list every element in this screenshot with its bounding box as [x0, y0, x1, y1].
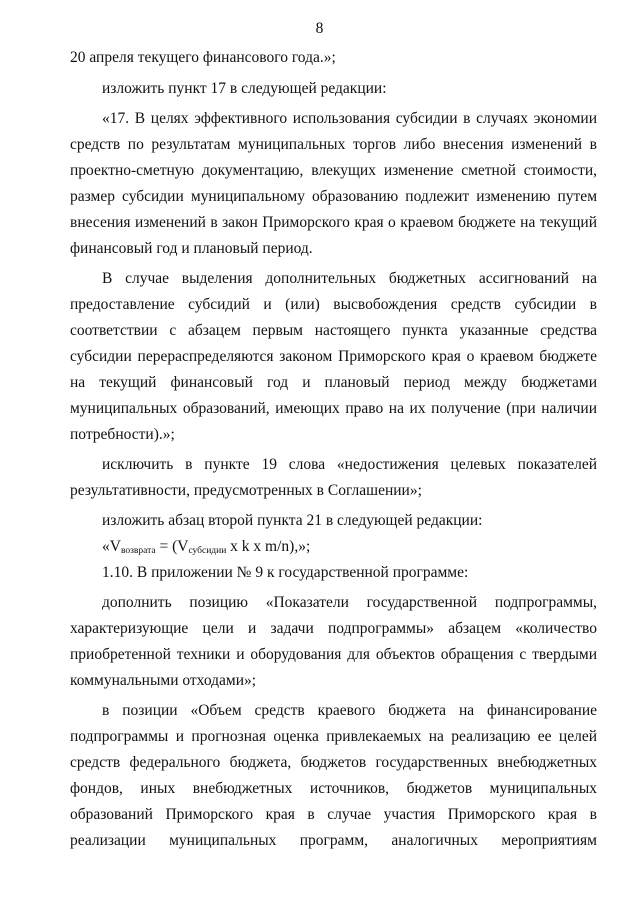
text-line: соответствии с абзацем первым настоящего пункта указанные средства: [70, 322, 597, 339]
text-line: предоставление субсидий и (или) высвобождения средств субсидии в: [70, 296, 597, 313]
text-line: коммунальными отходами»;: [70, 672, 257, 689]
text-line: подпрограммы и прогнозная оценка привлекаемых на реализацию ее целей: [70, 728, 597, 745]
text-line: финансовый год и плановый период.: [70, 240, 313, 257]
text-line: результативности, предусмотренных в Соглашении»;: [70, 482, 422, 499]
text-line: фондов, иных внебюджетных источников, бюджетов муниципальных: [70, 780, 597, 797]
text-line: «17. В целях эффективного использования субсидии в случаях экономии: [102, 110, 597, 127]
text-line: внесения изменений в закон Приморского края о краевом бюджете на текущий: [70, 214, 597, 231]
text-line: 20 апреля текущего финансового года.»;: [70, 49, 336, 66]
text-line: субсидии перераспределяются законом Приморского края о краевом бюджете: [70, 348, 597, 365]
text-line: средств федерального бюджета, бюджетов государственных внебюджетных: [70, 754, 597, 771]
text-line: размер субсидии муниципальному образованию подлежит изменению путем: [70, 188, 597, 205]
text-line: В случае выделения дополнительных бюджетных ассигнований на: [102, 270, 597, 287]
text-line: реализации муниципальных программ, аналогичных мероприятиям: [70, 832, 597, 849]
text-line: потребности).»;: [70, 426, 175, 443]
text-line: образований Приморского края в случае участия Приморского края в: [70, 806, 597, 823]
text-line: в позиции «Объем средств краевого бюджета на финансирование: [102, 702, 597, 719]
text-line: средств по результатам муниципальных торгов либо внесения изменений в: [70, 136, 597, 153]
text-line: изложить абзац второй пункта 21 в следующей редакции:: [102, 512, 483, 529]
page-number: 8: [315, 20, 324, 37]
formula-middle: = (V: [155, 538, 189, 555]
text-line: муниципальных образований, имеющих право на их получение (при наличии: [70, 400, 597, 417]
text-line: характеризующие цели и задачи подпрограммы» абзацем «количество: [70, 620, 597, 637]
formula-subscript: возврата: [120, 546, 156, 556]
text-line: изложить пункт 17 в следующей редакции:: [102, 80, 387, 97]
text-line: приобретенной техники и оборудования для объектов обращения с твердыми: [70, 646, 597, 663]
text-line: на текущий финансовый год и плановый период между бюджетами: [70, 374, 597, 391]
formula-subscript: субсидии: [188, 546, 227, 556]
formula-open: «V: [102, 538, 121, 555]
text-line: дополнить позицию «Показатели государственной подпрограммы,: [102, 594, 597, 611]
formula: [102, 538, 310, 556]
text-line: 1.10. В приложении № 9 к государственной программе:: [102, 564, 469, 581]
text-line: проектно-сметную документацию, влекущих изменение сметной стоимости,: [70, 162, 597, 179]
text-line: исключить в пункте 19 слова «недостижения целевых показателей: [102, 456, 597, 473]
formula-tail: x k x m/n),»;: [226, 538, 311, 555]
